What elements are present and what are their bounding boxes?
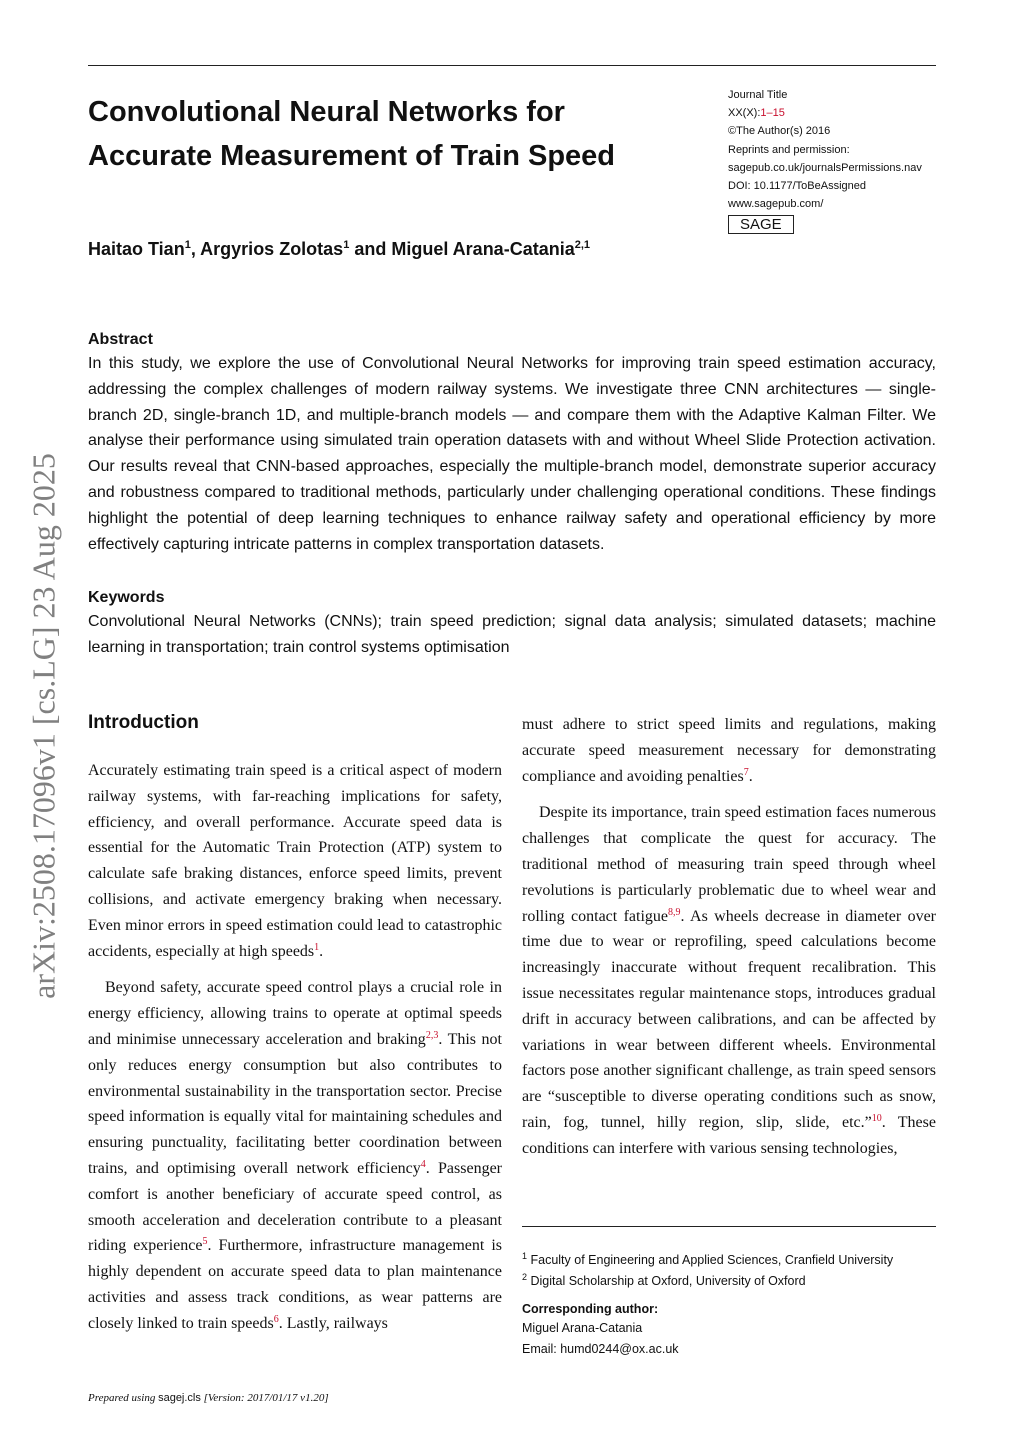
journal-title: Journal Title xyxy=(728,89,788,101)
arxiv-identifier-stamp[interactable]: arXiv:2508.17096v1 [cs.LG] 23 Aug 2025 xyxy=(25,453,62,999)
paragraph-text: . Passenger comfort is another beneficiary of accurate speed control, as smooth acceleration and deceleration contribute to a pleasant riding experience xyxy=(88,1159,502,1255)
author-separator: and xyxy=(349,239,392,259)
footnote-number: 2 xyxy=(522,1272,528,1283)
corresponding-author-label: Corresponding author: xyxy=(522,1302,659,1316)
body-column-right xyxy=(522,712,936,1173)
journal-meta xyxy=(728,86,988,236)
citation-link[interactable]: 8,9 xyxy=(668,906,681,918)
footnote-number: 1 xyxy=(522,1251,528,1261)
author-name: Haitao Tian xyxy=(88,239,185,259)
title-line-2: Accurate Measurement of Train Speed xyxy=(88,140,615,172)
author-list xyxy=(88,239,590,260)
corresponding-author xyxy=(522,1300,936,1359)
paragraph-text: . Lastly, railways xyxy=(278,1314,388,1332)
affiliation-footnote xyxy=(522,1269,936,1290)
abstract-section xyxy=(88,329,936,557)
page-range-link[interactable]: 1–15 xyxy=(760,107,785,120)
citation-link[interactable]: 1 xyxy=(314,941,320,953)
paragraph-text: Beyond safety, accurate speed control plays a crucial role in energy efficiency, allowing trains to operate at optimal speeds and minimise unnecessary acceleration and braking xyxy=(88,979,502,1048)
footnote-rule xyxy=(522,1226,936,1227)
author-affiliation-marker: 2,1 xyxy=(574,239,591,251)
author-affiliation-marker: 1 xyxy=(343,239,350,251)
author-name: Argyrios Zolotas xyxy=(200,239,344,259)
paragraph-text: . As wheels decrease in diameter over time due to wear or reprofiling, speed calculations become increasingly inaccurate without frequent recalibration. This issue necessitates regular maintenance stops, introduces gradual drift in accuracy between calibrations, and can be affected by variations in wear between different wheels. Environmental factors pose another significant challenge, as train speed sensors are “susceptible to diverse operating conditions such as snow, rain, fog, tunnel, hilly region, slip, slide, etc.” xyxy=(522,907,937,1131)
keywords-section xyxy=(88,587,936,661)
paragraph-text: . xyxy=(319,942,324,960)
paragraph-text: Despite its importance, train speed estimation faces numerous challenges that complicate the quest for accuracy. The traditional method of measuring train speed through wheel revolutions is particularly problematic due to wheel wear and rolling contact fatigue xyxy=(522,804,936,925)
sage-logo: SAGE xyxy=(728,215,794,234)
paragraph-text: . xyxy=(748,767,753,785)
citation-link[interactable]: 2,3 xyxy=(425,1029,439,1041)
permissions-url: sagepub.co.uk/journalsPermissions.nav xyxy=(728,161,922,174)
paragraph-text: Accurately estimating train speed is a critical aspect of modern railway systems, with far-reaching implications for safety, efficiency, and overall performance. Accurate speed data is essential for the Automatic Train Protection (ATP) system to calculate safe braking distances, enforce speed limits, prevent collisions, and activate emergency braking when necessary. Even minor errors in speed estimation could lead to catastrophic accidents, especially at high speeds xyxy=(88,762,502,960)
reprints-label: Reprints and permission: xyxy=(728,143,850,156)
citation-link[interactable]: 6 xyxy=(273,1313,279,1325)
paragraph-text: must adhere to strict speed limits and regulations, making accurate speed measurement necessary for demonstrating compliance and avoiding penalties xyxy=(522,716,936,785)
corresponding-author-email[interactable]: Email: humd0244@ox.ac.uk xyxy=(522,1342,679,1356)
footnote-text: Digital Scholarship at Oxford, University of Oxford xyxy=(527,1274,806,1289)
author-name: Miguel Arana-Catania xyxy=(391,239,575,259)
prepared-using-footer: Prepared using sagej.cls [Version: 2017/01/17 v1.20] xyxy=(88,1392,329,1404)
body-column-left xyxy=(88,758,502,1348)
body-paragraph xyxy=(522,800,936,1161)
affiliation-footnote xyxy=(522,1248,936,1269)
publisher-website: www.sagepub.com/ xyxy=(728,198,824,211)
class-file-name: sagej.cls xyxy=(158,1392,201,1404)
body-paragraph xyxy=(88,758,502,964)
body-paragraph xyxy=(88,975,502,1336)
corresponding-author-name: Miguel Arana-Catania xyxy=(522,1320,643,1335)
paper-title xyxy=(88,90,688,178)
author-separator: , xyxy=(190,239,201,259)
affiliation-footnotes xyxy=(522,1248,936,1290)
paragraph-text: . This not only reduces energy consumption but also contributes to environmental sustainability in the transportation sector. Precise speed information is equally vital for maintaining schedules and ensuring punctuality, facilitating better coordination between trains, and optimising overall network efficiency xyxy=(88,1030,502,1177)
title-line-1: Convolutional Neural Networks for xyxy=(88,96,565,128)
citation-link[interactable]: 5 xyxy=(202,1236,208,1248)
author-affiliation-marker: 1 xyxy=(184,239,191,251)
abstract-heading: Abstract xyxy=(88,331,153,348)
journal-volume: XX(X):1–15 xyxy=(728,107,785,120)
introduction-heading: Introduction xyxy=(88,712,199,733)
copyright: ©The Author(s) 2016 xyxy=(728,125,831,138)
footnote-text: Faculty of Engineering and Applied Sciences, Cranfield University xyxy=(527,1253,894,1268)
doi: DOI: 10.1177/ToBeAssigned xyxy=(728,180,866,193)
citation-link[interactable]: 10 xyxy=(871,1112,882,1124)
keywords-heading: Keywords xyxy=(88,589,165,606)
body-paragraph xyxy=(522,712,936,789)
top-rule xyxy=(88,65,936,66)
citation-link[interactable]: 4 xyxy=(420,1158,426,1170)
abstract-text: In this study, we explore the use of Convolutional Neural Networks for improving train speed estimation accuracy, addressing the complex challenges of modern railway systems. We investigate three CNN architectures — single-branch 2D, single-branch 1D, and multiple-branch models — and compare them with the Adaptive Kalman Filter. We analyse their performance using simulated train operation datasets with and without Wheel Slide Protection activation. Our results reveal that CNN-based approaches, especially the multiple-branch model, demonstrate superior accuracy and robustness compared to traditional methods, particularly under challenging operational conditions. These findings highlight the potential of deep learning techniques to enhance railway safety and operational efficiency by more effectively capturing intricate patterns in complex transportation datasets. xyxy=(88,355,936,553)
paragraph-text: . Furthermore, infrastructure management is highly dependent on accurate speed data to plan maintenance activities and assess track conditions, as wear patterns are closely linked to train speeds xyxy=(88,1237,502,1332)
keywords-text: Convolutional Neural Networks (CNNs); train speed prediction; signal data analysis; simulated datasets; machine learning in transportation; train control systems optimisation xyxy=(88,613,936,656)
paragraph-text: . These conditions can interfere with various sensing technologies, xyxy=(522,1113,936,1157)
citation-link[interactable]: 7 xyxy=(743,766,749,778)
